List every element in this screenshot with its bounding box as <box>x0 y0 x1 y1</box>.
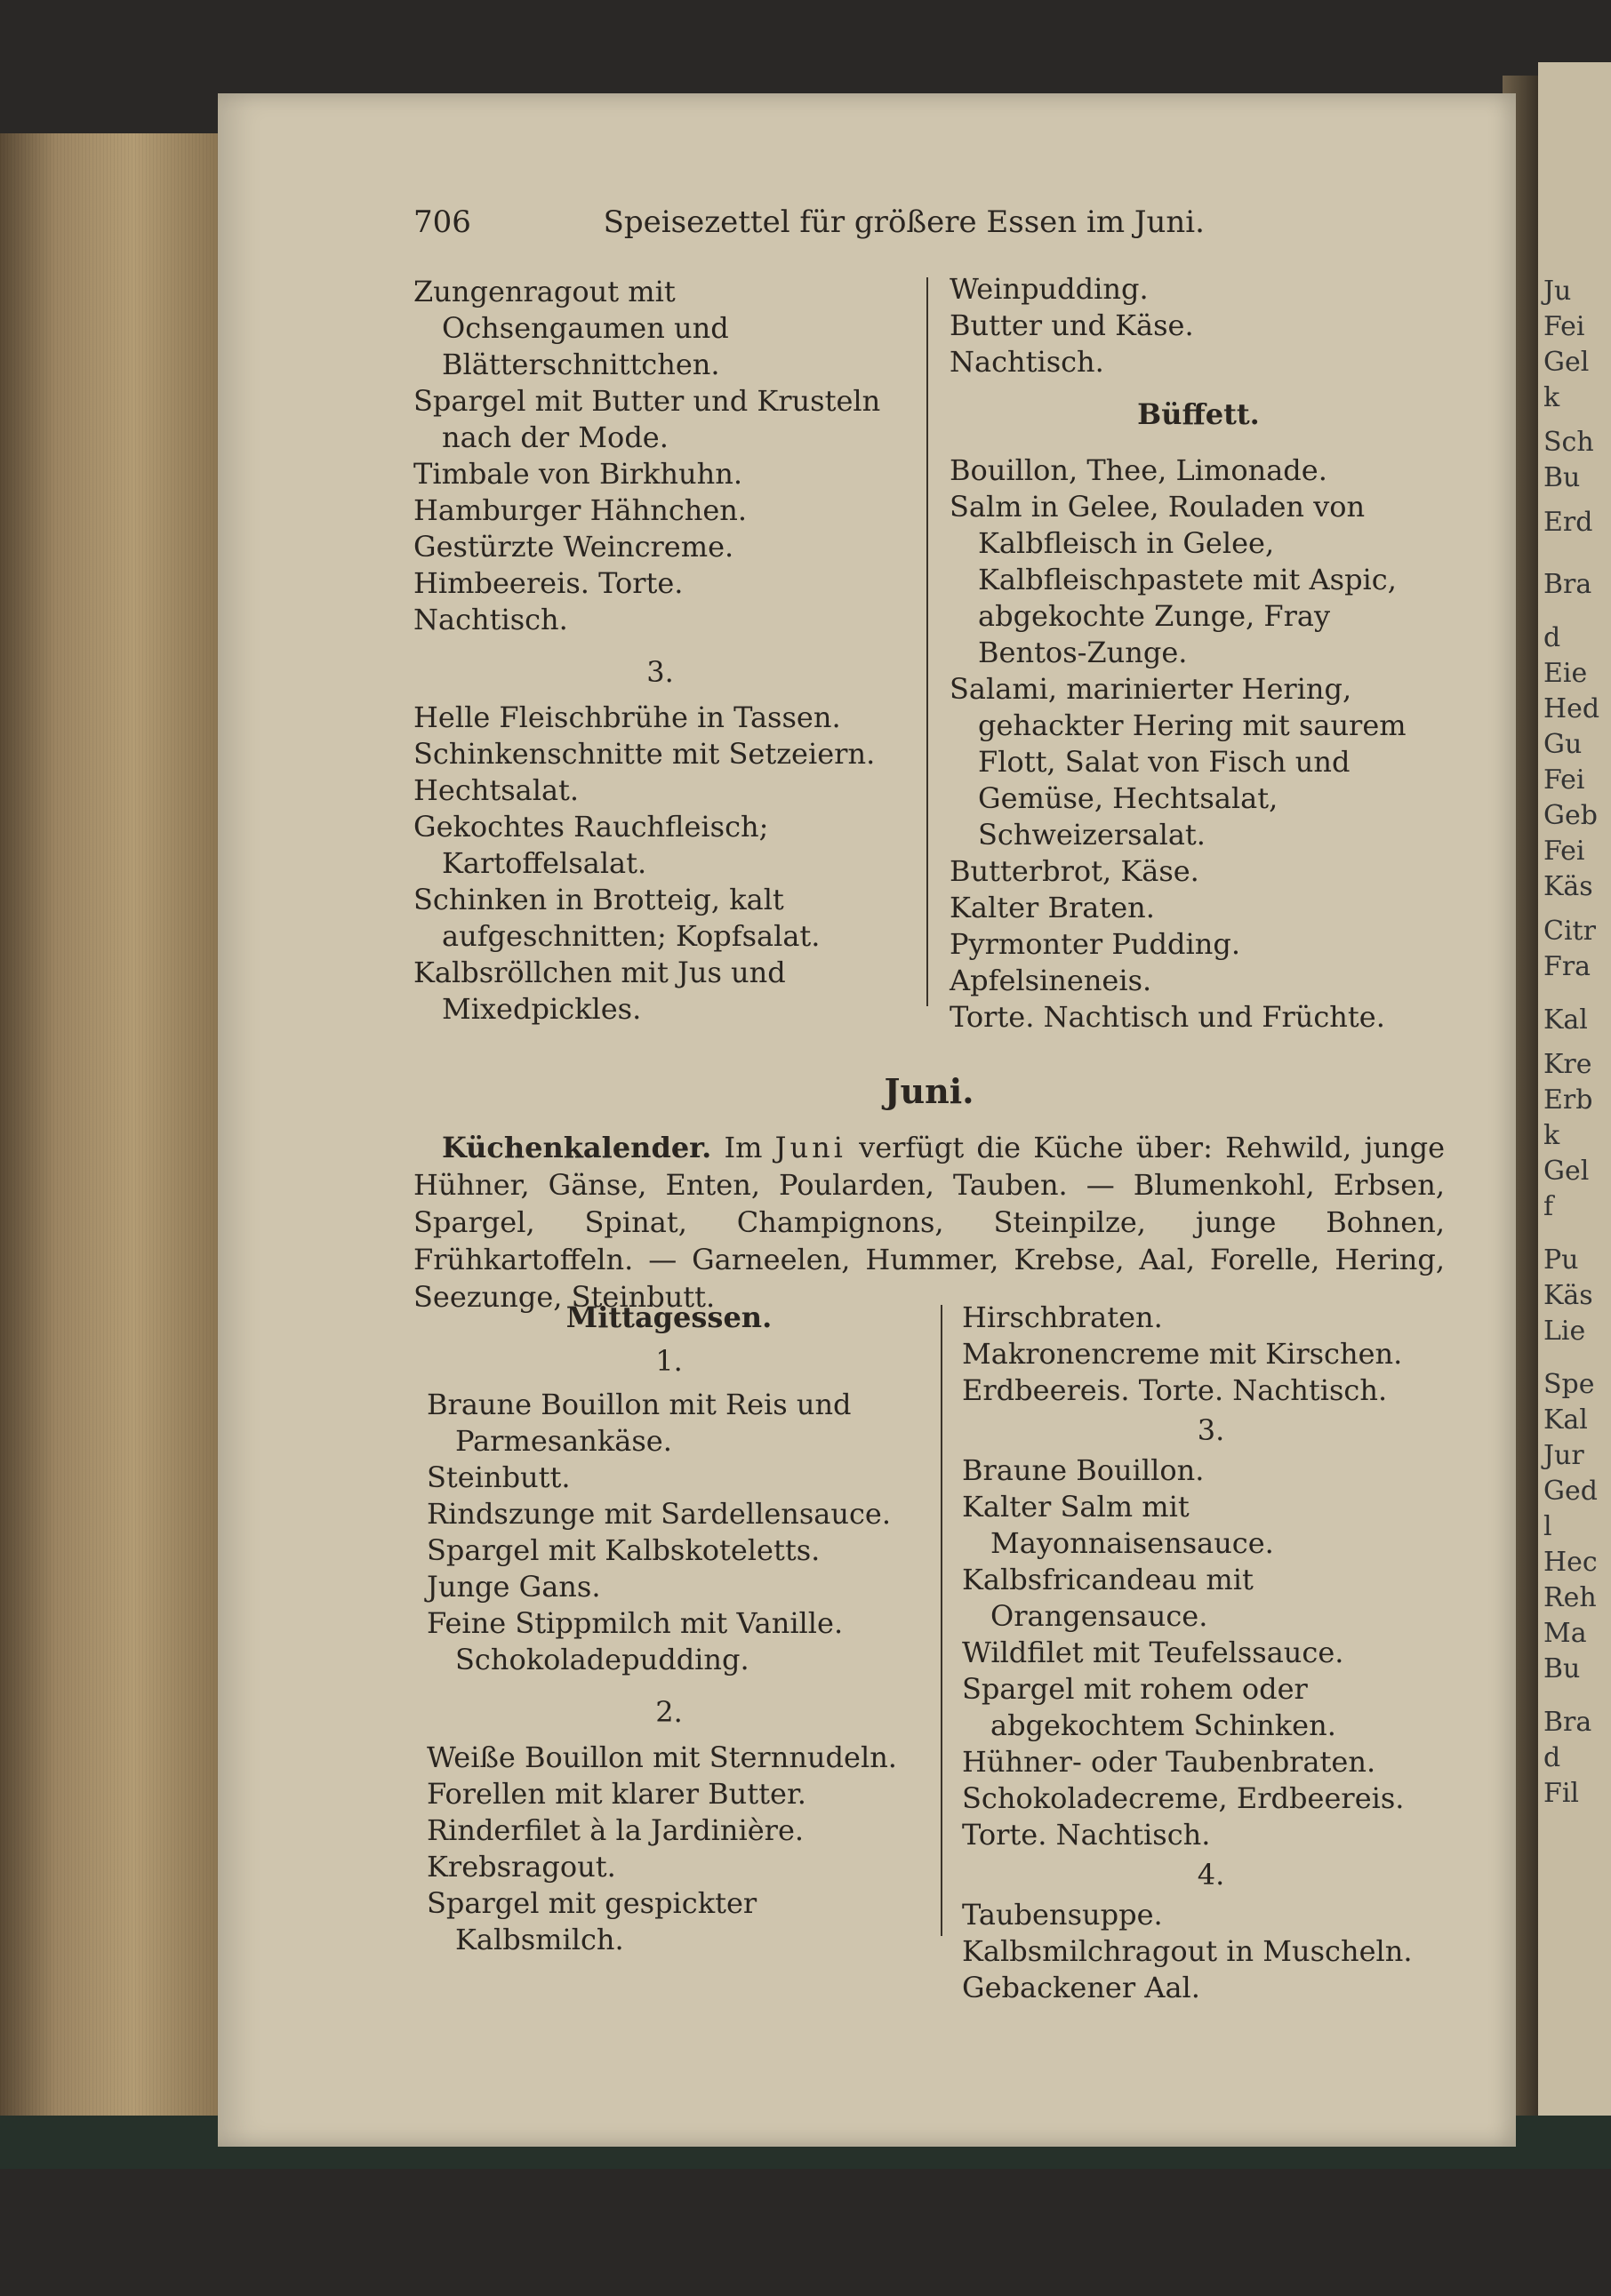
buffet-items <box>950 452 1447 1036</box>
top-right-column <box>950 271 1447 1036</box>
menu-item: Torte. Nachtisch und Früchte. <box>950 1000 1385 1034</box>
menu-item: Rindszunge mit Sardellensauce. <box>427 1497 891 1531</box>
menu-number-2: 2. <box>655 1695 683 1729</box>
menu-item: Helle Fleischbrühe in Tassen. <box>413 700 841 734</box>
menu-item: Schinkenschnitte mit Setzeiern. <box>413 737 876 771</box>
menu-item: Spargel mit rohem oder abgekochtem Schinken. <box>962 1672 1336 1742</box>
next-page-fragment: k <box>1543 1120 1560 1151</box>
next-page-fragment: Ma <box>1543 1618 1587 1649</box>
menu-item: Kalbsmilchragout in Muscheln. <box>962 1934 1413 1968</box>
bottom-left-column <box>427 1300 911 1958</box>
next-page-fragment: Käs <box>1543 1280 1593 1311</box>
menu-item: Gebackener Aal. <box>962 1971 1200 2004</box>
menu-item: Salami, marinierter Hering, gehackter Hering mit saurem Flott, Salat von Fisch und Gemüse, Hechtsalat, Schweizersalat. <box>950 672 1407 852</box>
kalender-pre: Im <box>724 1131 763 1164</box>
top-left-column <box>413 274 907 1028</box>
page-number: 706 <box>413 204 471 240</box>
menu-3-bottom-items <box>962 1452 1460 1853</box>
next-page-fragment: Jur <box>1543 1440 1584 1471</box>
next-page-fragment: Fil <box>1543 1778 1580 1809</box>
menu-2-items <box>427 1740 911 1958</box>
menu-2-continued-right <box>962 1300 1460 1409</box>
menu-item: Weiße Bouillon mit Sternnudeln. <box>427 1740 897 1774</box>
menu-item: Pyrmonter Pudding. <box>950 927 1240 961</box>
next-page-fragment: Gu <box>1543 729 1583 760</box>
menu-3-items <box>413 700 907 1028</box>
menu-item: Rinderfilet à la Jardinière. <box>427 1813 805 1847</box>
next-page-fragment: f <box>1543 1191 1554 1222</box>
next-page-fragment: Bu <box>1543 1653 1581 1684</box>
next-page-fragment: k <box>1543 382 1560 413</box>
book-page-edges <box>0 133 222 2142</box>
menu-number-3-bottom: 3. <box>1197 1413 1225 1447</box>
menu-item: Wildfilet mit Teufelssauce. <box>962 1636 1344 1669</box>
next-page-fragment: Gel <box>1543 347 1590 378</box>
next-page-fragment: Lie <box>1543 1316 1586 1347</box>
column-divider-bottom <box>941 1305 942 1936</box>
next-page-fragment: Käs <box>1543 871 1593 902</box>
menu-item: Bouillon, Thee, Limonade. <box>950 453 1327 487</box>
menu-item: Junge Gans. <box>427 1570 601 1604</box>
menu-item: Hühner- oder Taubenbraten. <box>962 1745 1376 1779</box>
menu-item: Makronencreme mit Kirschen. <box>962 1337 1403 1371</box>
kalender-month: Juni <box>774 1131 846 1164</box>
menu-item: Kalter Salm mit Mayonnaisensauce. <box>962 1490 1274 1560</box>
menu-item: Hirschbraten. <box>962 1300 1163 1334</box>
menu-item: Hechtsalat. <box>413 773 580 807</box>
next-page-fragment: d <box>1543 622 1561 653</box>
bottom-right-column <box>962 1300 1460 2006</box>
menu-item: Spargel mit gespickter Kalbsmilch. <box>427 1886 757 1956</box>
menu-number-4: 4. <box>1197 1858 1225 1892</box>
menu-item: Nachtisch. <box>413 603 568 636</box>
next-page-fragment: Fei <box>1543 764 1585 796</box>
menu-4-items <box>962 1897 1460 2006</box>
menu-item: Kalbsröllchen mit Jus und Mixedpickles. <box>413 956 786 1026</box>
menu-item: Himbeereis. Torte. <box>413 566 684 600</box>
menu-2-continued <box>413 274 907 638</box>
kalender-text: verfügt die Küche über: Rehwild, junge Hühner, Gänse, Enten, Poularden, Tauben. — Blumenkohl, Erbsen, Spargel, Spinat, Champignons, Steinpilze, junge Bohnen, Frühkartoffeln. — Garneelen, Hummer, Krebse, Aal, Forelle, Hering, Seezunge, Steinbutt. <box>413 1131 1445 1314</box>
next-page-fragment: Ju <box>1543 276 1572 307</box>
menu-item: Braune Bouillon. <box>962 1453 1205 1487</box>
running-title: Speisezettel für größere Essen im Juni. <box>603 204 1205 240</box>
next-page-fragment: Kre <box>1543 1049 1592 1080</box>
buffet-heading: Büffett. <box>1137 397 1260 431</box>
menu-item: Torte. Nachtisch. <box>962 1818 1211 1852</box>
menu-item: Spargel mit Kalbskoteletts. <box>427 1533 821 1567</box>
menu-item: Schokoladecreme, Erdbeereis. <box>962 1781 1405 1815</box>
next-page-fragment: Pu <box>1543 1244 1579 1276</box>
next-page-fragment: Bra <box>1543 1707 1592 1738</box>
next-page-fragment: Eie <box>1543 658 1588 689</box>
next-page-fragment: Fei <box>1543 836 1585 867</box>
next-page-fragment: Erb <box>1543 1084 1593 1116</box>
next-page-fragment: Hed <box>1543 693 1600 724</box>
next-page-fragment: Sch <box>1543 427 1594 458</box>
next-page-fragment: Reh <box>1543 1582 1597 1613</box>
next-page-fragment: Erd <box>1543 507 1593 538</box>
menu-1-items <box>427 1387 911 1678</box>
next-page-fragment: Gel <box>1543 1156 1590 1187</box>
next-page-fragment: Kal <box>1543 1404 1588 1436</box>
next-page-fragment: Spe <box>1543 1369 1595 1400</box>
next-page-fragment: Citr <box>1543 916 1596 947</box>
menu-item: Forellen mit klarer Butter. <box>427 1777 806 1811</box>
mittagessen-heading: Mittagessen. <box>565 1300 773 1334</box>
menu-number-3: 3. <box>646 655 674 689</box>
menu-item: Butter und Käse. <box>950 308 1194 342</box>
next-page-fragment: Fei <box>1543 311 1585 342</box>
next-page-fragment: l <box>1543 1511 1552 1542</box>
menu-number-1: 1. <box>655 1344 683 1378</box>
kuechenkalender-paragraph <box>413 1129 1445 1316</box>
menu-item: Spargel mit Butter und Krusteln nach der Mode. <box>413 384 881 454</box>
section-title-juni: Juni. <box>884 1071 974 1111</box>
menu-4-continued <box>950 271 1447 380</box>
next-page-fragment: Bu <box>1543 462 1581 493</box>
next-page-fragment: Fra <box>1543 951 1591 982</box>
menu-item: Timbale von Birkhuhn. <box>413 457 742 491</box>
menu-item: Butterbrot, Käse. <box>950 854 1199 888</box>
menu-item: Salm in Gelee, Rouladen von Kalbfleisch in Gelee, Kalbfleischpastete mit Aspic, abgekochte Zunge, Fray Bentos-Zunge. <box>950 490 1397 669</box>
next-page-edge <box>1538 62 1611 2169</box>
menu-item: Schinken in Brotteig, kalt aufgeschnitten; Kopfsalat. <box>413 883 821 953</box>
menu-item: Kalter Braten. <box>950 891 1155 924</box>
next-page-fragment: Bra <box>1543 569 1592 600</box>
next-page-fragment: Hec <box>1543 1547 1598 1578</box>
column-divider-top <box>926 277 928 1006</box>
kalender-lead: Küchenkalender. <box>442 1131 712 1164</box>
menu-item: Taubensuppe. <box>962 1898 1163 1932</box>
menu-item: Apfelsineneis. <box>950 964 1152 997</box>
menu-item: Krebsragout. <box>427 1850 616 1884</box>
next-page-fragment: Geb <box>1543 800 1598 831</box>
next-page-fragment: Ged <box>1543 1476 1598 1507</box>
menu-item: Gekochtes Rauchfleisch; Kartoffelsalat. <box>413 810 769 880</box>
menu-item: Erdbeereis. Torte. Nachtisch. <box>962 1373 1388 1407</box>
menu-item: Nachtisch. <box>950 345 1104 379</box>
menu-item: Feine Stippmilch mit Vanille. Schokoladepudding. <box>427 1606 844 1676</box>
menu-item: Braune Bouillon mit Reis und Parmesankäse. <box>427 1388 852 1458</box>
menu-item: Kalbsfricandeau mit Orangensauce. <box>962 1563 1254 1633</box>
menu-item: Zungenragout mit Ochsengaumen und Blätterschnittchen. <box>413 275 729 381</box>
next-page-fragment: d <box>1543 1742 1561 1773</box>
menu-item: Hamburger Hähnchen. <box>413 493 748 527</box>
menu-item: Gestürzte Weincreme. <box>413 530 734 564</box>
menu-item: Steinbutt. <box>427 1460 571 1494</box>
menu-item: Weinpudding. <box>950 272 1149 306</box>
next-page-fragment: Kal <box>1543 1004 1588 1036</box>
